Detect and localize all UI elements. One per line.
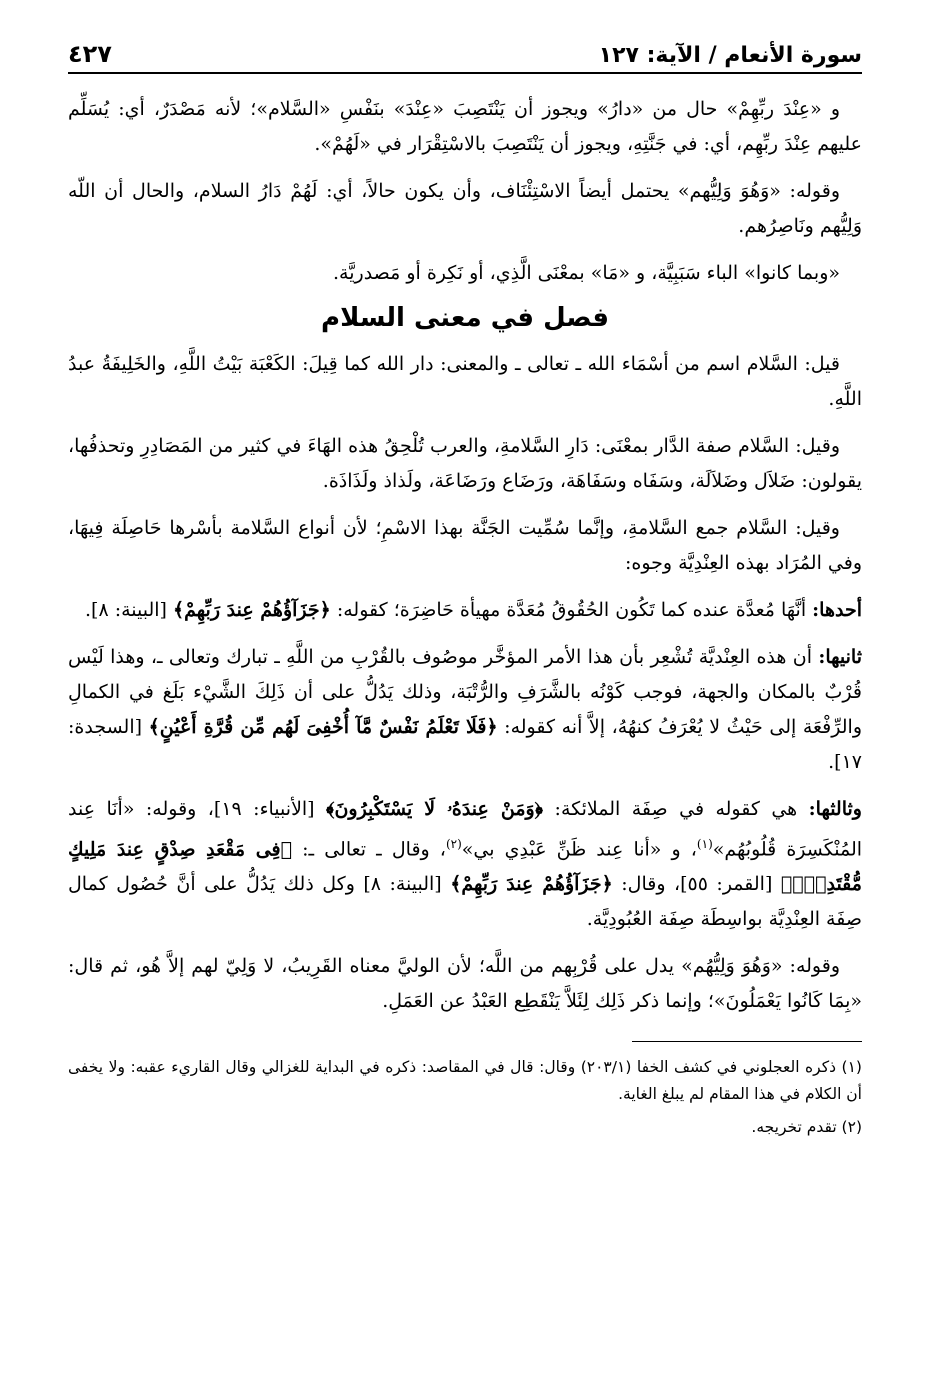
footnote-1: (١) ذكره العجلوني في كشف الخفا (٢٠٣/١) وقال: قال في المقاصد: ذكره في البداية للغزالي وقال القاريء عقبه: ولا يخفى أن الكلام في هذا المقام لم يبلغ الغاية. bbox=[68, 1058, 862, 1104]
aspect-2 bbox=[68, 640, 862, 780]
section-paragraph-1: قيل: السَّلام اسم من أسْمَاء الله ـ تعالى ـ والمعنى: دار الله كما قِيلَ: الكَعْبَة بَيْتُ اللَّهِ، والخَلِيفَةُ عبدُ اللَّهِ. bbox=[68, 353, 862, 410]
aspect-3-label: وثالثها: bbox=[808, 798, 862, 820]
aspect-2-quran: ﴿فَلَا تَعْلَمُ نَفْسٌ مَّآ أُخْفِىَ لَهُم مِّن قُرَّةِ أَعْيُنٍ﴾ bbox=[148, 716, 498, 738]
aspect-3-ref-b: [القمر: ٥٥]، وقال: bbox=[621, 873, 773, 896]
running-header bbox=[68, 28, 862, 74]
document-page bbox=[68, 28, 862, 1355]
section-paragraph-3: وقيل: السَّلام جمع السَّلامةِ، وإنَّما سُمِّيت الجَنَّة بهذا الاسْمِ؛ لأن أنواع السَّلامة بأسْرها حَاصِلَة فِيهَا، وفي المُرَاد بهذه العِنْدِيَّة وجوه: bbox=[68, 517, 862, 574]
aspect-3-quran-b: ﴿فِى مَقْعَدِ صِدْقٍ عِندَ مَلِيكٍ مُّقْتَدِرٍۭ﴾ bbox=[68, 838, 862, 896]
paragraph-1: و «عِنْدَ ربِّهِمْ» حال من «دارُ» ويجوز أن يَنْتَصِبَ «عِنْدَ» بنَفْسِ «السَّلام»؛ لأنه مَصْدَرٌ، أي: يُسَلِّم عليهم عِنْدَ ربِّهِم، أي: في جَنَّتِهِ، ويجوز أن يَنْتَصِبَ بالاسْتِقْرَار في «لَهُمْ». bbox=[68, 98, 862, 155]
aspect-2-text: أن هذه العِنْديَّة تُشْعِر بأن هذا الأمر المؤخَّر موصُوف بالقُرْبِ من اللَّهِ ـ تبارك وتعالى ـ، وهذا لَيْس قُرْبٌ بالمكان والجهة، فوجب كَوْنُه بالشَّرَفِ والرُّتْبَة، وذلك يَدُلُّ على أن ذَلِكَ الشَّيْء بَلَغ في الكمالِ والرِّفْعَة إلى حَيْثُ لا يُعْرَفُ كنهُهُ، إلاَّ أنه كقوله: bbox=[68, 646, 862, 738]
aspect-3-ref-a: [الأنبياء: ١٩]، وقوله: «أنَا عِند المُنْكَسِرَة قُلُوبُهُم» bbox=[68, 798, 863, 861]
aspect-1 bbox=[68, 593, 862, 628]
section-paragraph-4: وقوله: «وَهُوَ وَلِيُّهُم» يدل على قُرْبِهم من اللَّه؛ لأن الوليَّ معناه القَرِيبُ، لا وَلِيّ لهم إلاَّ هُو، ثم قال: «بِمَا كَانُوا يَعْمَلُونَ»؛ وإنما ذكر ذَلِك لِئَلاَّ يَنْقَطِع العَبْدُ عن العَمَلِ. bbox=[68, 955, 862, 1013]
footnote-ref-1[interactable]: (١) bbox=[696, 837, 713, 851]
aspect-2-label: ثانيها: bbox=[818, 646, 862, 668]
footnote-ref-2[interactable]: (٢) bbox=[445, 837, 462, 851]
aspect-1-ref: [البينة: ٨]. bbox=[84, 599, 167, 621]
aspect-3 bbox=[68, 792, 862, 937]
section-paragraph-2: وقيل: السَّلام صفة الدَّار بمعْنَى: دَارِ السَّلامةِ، والعرب تُلْحِقُ هذه الهَاءَ في كثير من المَصَادِرِ وتحذفُها، يقولون: ضَلاَل وضَلاَلَة، وسَفَاه وسَفَاهَة، ورَضَاع ورَضَاعَة، ولَذاذ ولَذَاذَة. bbox=[68, 435, 862, 492]
aspect-3-quran-c: ﴿جَزَآؤُهُمْ عِندَ رَبِّهِمْ﴾ bbox=[450, 873, 613, 896]
footnote-2: (٢) تقدم تخريجه. bbox=[751, 1118, 862, 1137]
paragraph-2: وقوله: «وَهُوَ وَلِيُّهم» يحتمل أيضاً الاسْتِئْنَاف، وأن يكون حالاً، أي: لَهُمْ دَارُ السلام، والحال أن اللّه وَلِيُّهم ونَاصِرُهم. bbox=[68, 180, 862, 237]
aspect-3-text-b: ، و «أنا عِند ظَنِّ عَبْدِي بي» bbox=[461, 838, 697, 861]
aspect-1-text: أنَّهَا مُعدَّة عنده كما تَكُون الحُقُوقُ مُعَدَّة مهيأة حَاضِرَة؛ كقوله: bbox=[336, 599, 807, 621]
section-heading: فصل في معنى السلام bbox=[321, 303, 609, 333]
paragraph-3: «وبما كانوا» الباء سَبَبِيَّة، و «مَا» بمعْنَى الَّذِي، أو نَكِرة أو مَصدريَّة. bbox=[333, 262, 840, 284]
aspect-3-ref-c: [البينة: ٨] وكل ذلك يَدُلُّ على أنَّ حُصُول كمال صِفَة العِنْدِيَّة بواسِطَة صِفَة العُبُودِيَّة. bbox=[68, 873, 862, 931]
page-number: ٤٢٧ bbox=[68, 40, 112, 68]
aspect-1-quran: ﴿جَزَآؤُهُمْ عِندَ رَبِّهِمْ﴾ bbox=[173, 599, 331, 621]
aspect-3-text-c: ، وقال ـ تعالى ـ: bbox=[302, 838, 446, 861]
footnote-divider bbox=[632, 1041, 862, 1042]
aspect-2-ref: [السجدة: ١٧]. bbox=[68, 716, 862, 773]
aspect-1-label: أحدها: bbox=[812, 599, 862, 621]
footnotes bbox=[68, 1054, 862, 1141]
aspect-3-text-a: هي كقوله في صِفَة الملائكة: bbox=[554, 798, 798, 820]
aspect-3-quran-a: ﴿وَمَنْ عِندَهُۥ لَا يَسْتَكْبِرُونَ﴾ bbox=[326, 798, 544, 820]
surah-title: سورة الأنعام / الآية: ١٢٧ bbox=[598, 43, 862, 68]
main-text bbox=[68, 92, 862, 1019]
